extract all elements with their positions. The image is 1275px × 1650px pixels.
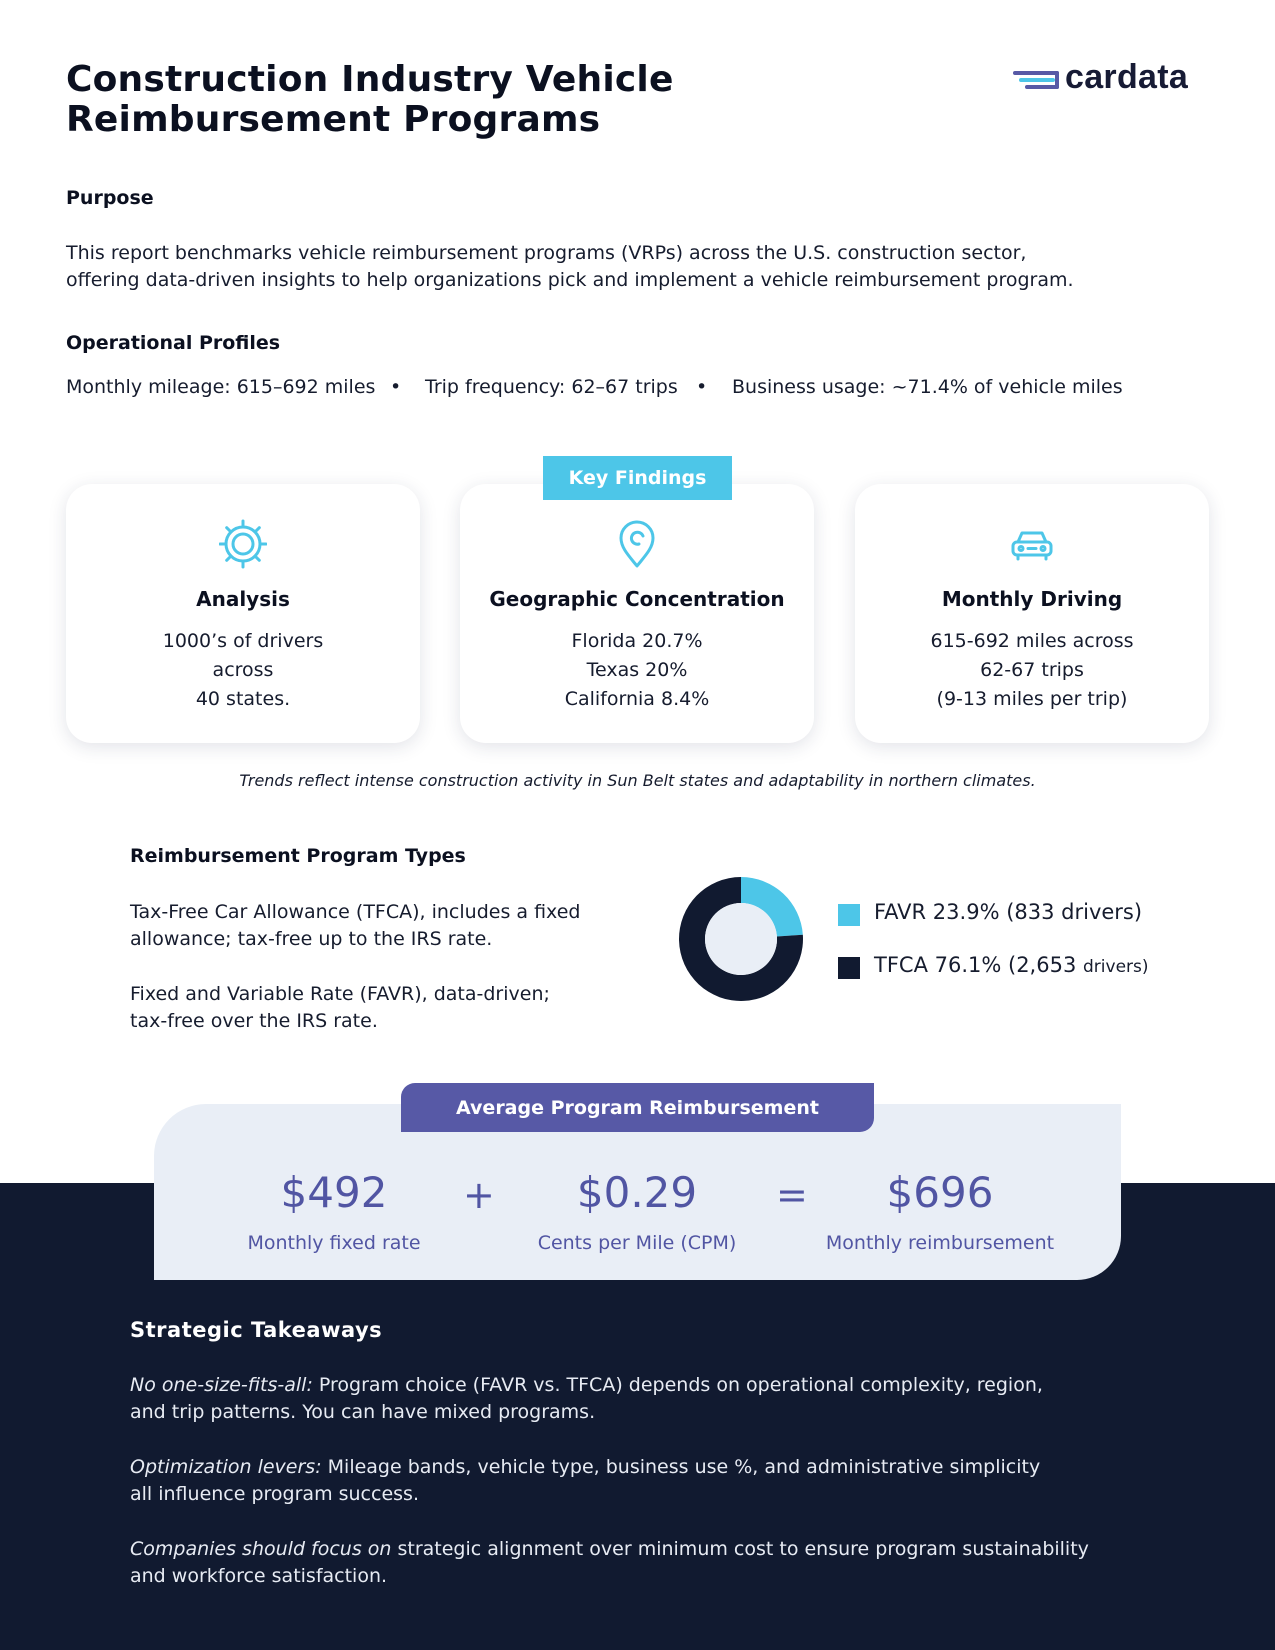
purpose-heading: Purpose [66,187,154,209]
takeaway-item [130,1454,1130,1508]
tfca-description [130,899,690,953]
card-line: 1000’s of drivers [162,630,324,652]
card-line: California 8.4% [564,688,710,710]
takeaway-line: all influence program success. [130,1483,419,1505]
card-title: Geographic Concentration [489,587,785,611]
key-findings-tab: Key Findings [543,456,732,500]
cardata-logo [1013,58,1213,100]
takeaway-line [130,1536,1130,1563]
page-title [66,60,826,140]
takeaway-text: Mileage bands, vehicle type, business use %, and administrative simplicity [321,1456,1041,1478]
operational-profiles-heading: Operational Profiles [66,332,281,354]
tfca-line: allowance; tax-free up to the IRS rate. [130,928,493,950]
strategic-takeaways-heading: Strategic Takeaways [130,1318,383,1342]
monthly-reimbursement-value: $696 [886,1168,994,1217]
card-line: 62-67 trips [980,659,1084,681]
legend-text: TFCA 76.1% (2,653 [874,953,1083,977]
program-types-heading: Reimbursement Program Types [130,845,466,867]
program-mix-donut-chart [676,874,806,1004]
card-body [460,627,814,714]
donut-center [705,903,777,975]
takeaway-lead: Companies should focus on [130,1538,392,1560]
finding-card-geographic [460,484,814,743]
takeaway-item [130,1536,1130,1590]
legend-swatch-tfca [838,957,860,979]
legend-label-tfca [874,953,1149,977]
takeaway-line: and trip patterns. You can have mixed programs. [130,1401,596,1423]
title-line-2: Reimbursement Programs [66,99,601,140]
takeaway-text: strategic alignment over minimum cost to ensure program sustainability [391,1538,1089,1560]
card-line: (9-13 miles per trip) [936,688,1128,710]
takeaway-item [130,1372,1130,1426]
legend-text-small: drivers) [1083,957,1149,977]
ops-trip-frequency: Trip frequency: 62–67 trips [425,376,678,398]
purpose-line-2: offering data-driven insights to help organizations pick and implement a vehicle reimbursement program. [66,269,1074,291]
takeaway-lead: No one-size-fits-all: [130,1374,313,1396]
card-body [66,627,420,714]
ops-separator: • [696,376,708,398]
trend-note: Trends reflect intense construction activity in Sun Belt states and adaptability in northern climates. [239,771,1036,790]
favr-line: tax-free over the IRS rate. [130,1010,378,1032]
card-line: 615-692 miles across [930,630,1134,652]
ops-business-usage: Business usage: ~71.4% of vehicle miles [732,376,1123,398]
cpm-value: $0.29 [576,1168,698,1217]
equals-sign: = [776,1173,808,1217]
ops-monthly-mileage: Monthly mileage: 615–692 miles [66,376,376,398]
car-icon [1008,518,1056,570]
monthly-reimbursement-label: Monthly reimbursement [825,1232,1055,1254]
finding-card-analysis [66,484,420,743]
card-title: Analysis [196,587,290,611]
purpose-text [66,240,1166,294]
card-line: Texas 20% [586,659,688,681]
card-line: 40 states. [195,688,291,710]
takeaway-line: and workforce satisfaction. [130,1565,388,1587]
legend-swatch-favr [838,904,860,926]
legend-text: FAVR 23.9% (833 drivers) [874,900,1143,924]
ops-separator: • [390,376,402,398]
logo-mark-icon [1013,58,1063,100]
fixed-rate-label: Monthly fixed rate [247,1232,421,1254]
fixed-rate-value: $492 [280,1168,388,1217]
cpm-label: Cents per Mile (CPM) [537,1232,737,1254]
card-line: Florida 20.7% [571,630,703,652]
finding-card-driving [855,484,1209,743]
takeaway-line [130,1372,1130,1399]
card-title: Monthly Driving [941,587,1123,611]
card-line: across [212,659,274,681]
purpose-line-1: This report benchmarks vehicle reimbursement programs (VRPs) across the U.S. construction sector, [66,242,1027,264]
plus-sign: + [463,1173,495,1217]
takeaway-line [130,1454,1130,1481]
logo-wordmark: cardata [1065,58,1189,96]
average-reimbursement-tab: Average Program Reimbursement [401,1083,874,1132]
tfca-line: Tax-Free Car Allowance (TFCA), includes a fixed [130,901,581,923]
takeaway-lead: Optimization levers: [130,1456,322,1478]
map-pin-icon [613,518,661,570]
takeaway-text: Program choice (FAVR vs. TFCA) depends on operational complexity, region, [312,1374,1043,1396]
favr-line: Fixed and Variable Rate (FAVR), data-driven; [130,983,550,1005]
title-line-1: Construction Industry Vehicle [66,59,674,100]
gear-icon [219,518,267,570]
card-body [855,627,1209,714]
favr-description [130,981,690,1035]
legend-label-favr [874,900,1142,924]
